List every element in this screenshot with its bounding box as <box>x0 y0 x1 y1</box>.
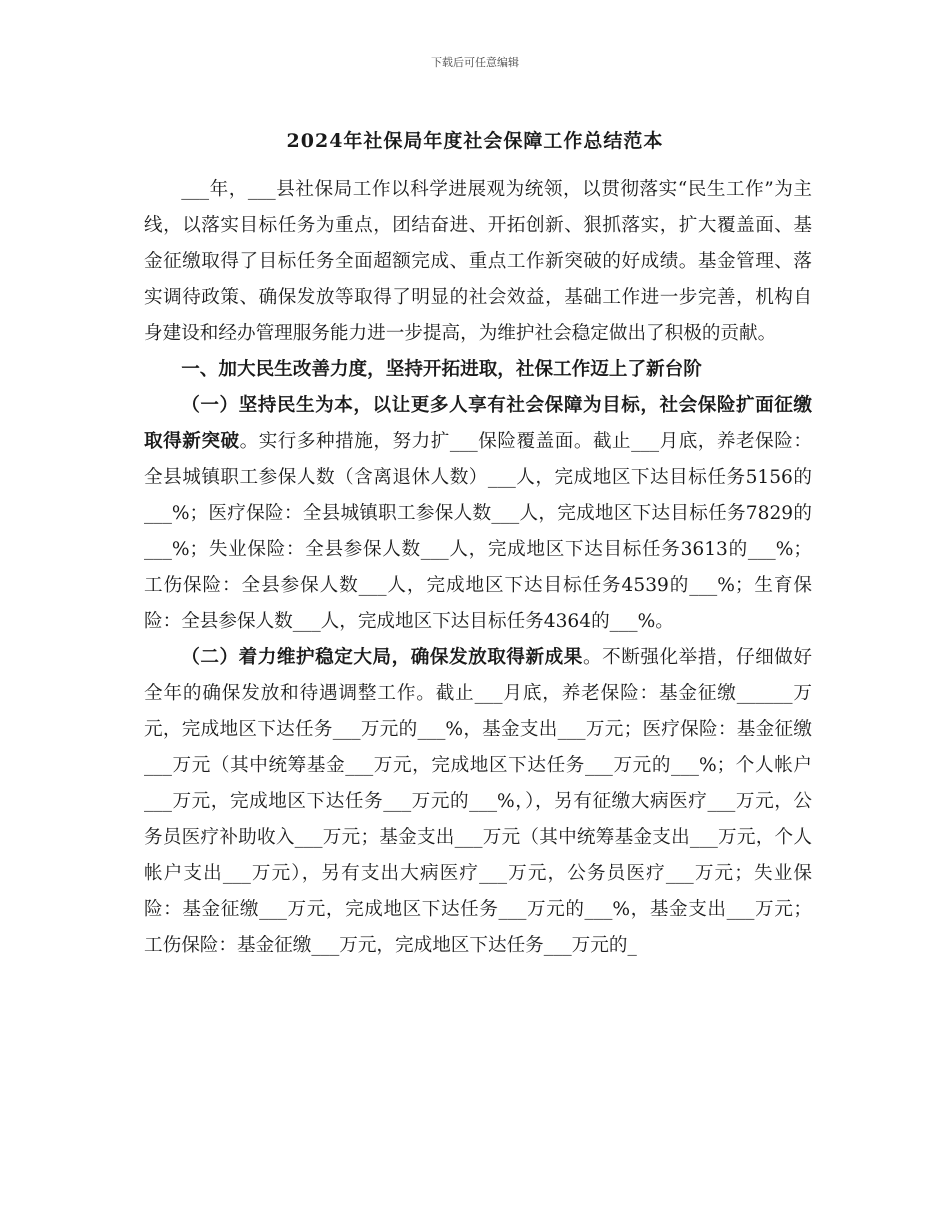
document-title: 2024年社保局年度社会保障工作总结范本 <box>286 130 664 152</box>
subsection-2-text: 。不断强化举措，仔细做好全年的确保发放和待遇调整工作。截止___月底，养老保险：基金征缴______万元，完成地区下达任务___万元的___%，基金支出___万元；医疗保险：基金征缴___万元（其中统筹基金___万元，完成地区下达任务___万元的___%；个人帐户___万元，完成地区下达任务___万元的___%，），另有征缴大病医疗___万元，公务员医疗补助收入___万元；基金支出___万元（其中统筹基金支出___万元，个人帐户支出___万元），另有支出大病医疗___万元，公务员医疗___万元；失业保险：基金征缴___万元，完成地区下达任务___万元的___%，基金支出___万元；工伤保险：基金征缴___万元，完成地区下达任务___万元的_ <box>144 647 812 956</box>
subsection-1-text: 。实行多种措施，努力扩___保险覆盖面。截止___月底，养老保险：全县城镇职工参保人数（含离退休人数）___人，完成地区下达目标任务5156的___%；医疗保险：全县城镇职工参保人数___人，完成地区下达目标任务7829的___%；失业保险：全县参保人数___人，完成地区下达目标任务3613的___%；工伤保险：全县参保人数___人，完成地区下达目标任务4539的___%；生育保险：全县参保人数___人，完成地区下达目标任务4364的___%。 <box>144 431 812 632</box>
intro-paragraph: ___年，___县社保局工作以科学进展观为统领，以贯彻落实“民生工作”为主线，以落实目标任务为重点，团结奋进、开拓创新、狠抓落实，扩大覆盖面、基金征缴取得了目标任务全面超额完成、重点工作新突破的好成绩。基金管理、落实调待政策、确保发放等取得了明显的社会效益，基础工作进一步完善，机构自身建设和经办管理服务能力进一步提高，为维护社会稳定做出了积极的贡献。 <box>144 179 812 344</box>
subsection-1-paragraph <box>144 388 812 640</box>
page-header-note: 下载后可任意编辑 <box>431 56 519 69</box>
subsection-2-paragraph <box>144 640 812 964</box>
subsection-2-lead: （二）着力维护稳定大局，确保发放取得新成果 <box>181 647 583 668</box>
section-heading: 一、加大民生改善力度，坚持开拓进取，社保工作迈上了新台阶 <box>181 359 702 380</box>
document-body <box>144 172 812 964</box>
subsection-1-lead: （一）坚持民生为本，以让更多人享有社会保障为目标，社会保险扩面征缴取得新突破 <box>144 395 812 452</box>
